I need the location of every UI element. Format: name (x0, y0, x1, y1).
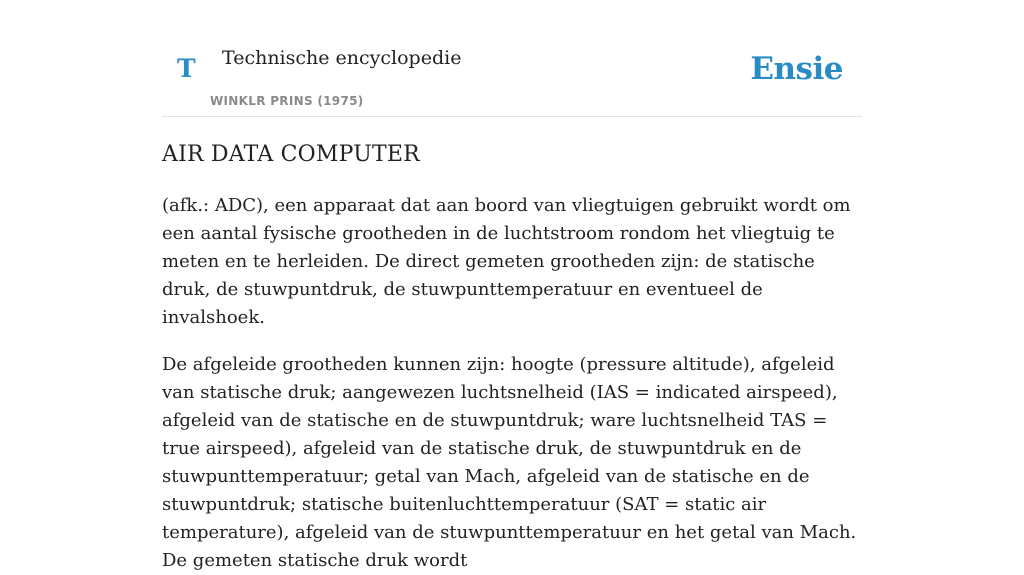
article-paragraph-1: (afk.: ADC), een apparaat dat aan boord van vliegtuigen gebruikt wordt om een aantal fysische grootheden in de luchtstroom rondom het vliegtuig te meten en te herleiden. De direct gemeten grootheden zijn: de statische druk, de stuwpuntdruk, de stuwpunttemperatuur en eventueel de invalshoek. (162, 195, 851, 328)
source-title-link[interactable]: Technische encyclopedie (222, 47, 462, 69)
source-logo-icon[interactable]: T (177, 54, 196, 83)
article (162, 136, 862, 575)
article-title: AIR DATA COMPUTER (162, 142, 420, 167)
source-header (162, 0, 862, 117)
brand-logo-link[interactable]: Ensie (750, 51, 843, 87)
source-subtitle: WINKLR PRINS (1975) (210, 94, 364, 108)
article-paragraph-2: De afgeleide grootheden kunnen zijn: hoogte (pressure altitude), afgeleid van statische druk; aangewezen luchtsnelheid (IAS = indicated airspeed), afgeleid van de statische en de stuwpuntdruk; ware luchtsnelheid TAS = true airspeed), afgeleid van de statische druk, de stuwpuntdruk en de stuwpunttemperatuur; getal van Mach, afgeleid van de statische en de stuwpuntdruk; statische buitenluchttemperatuur (SAT = static air temperature), afgeleid van de stuwpunttemperatuur en het getal van Mach. De gemeten statische druk wordt (162, 354, 857, 571)
